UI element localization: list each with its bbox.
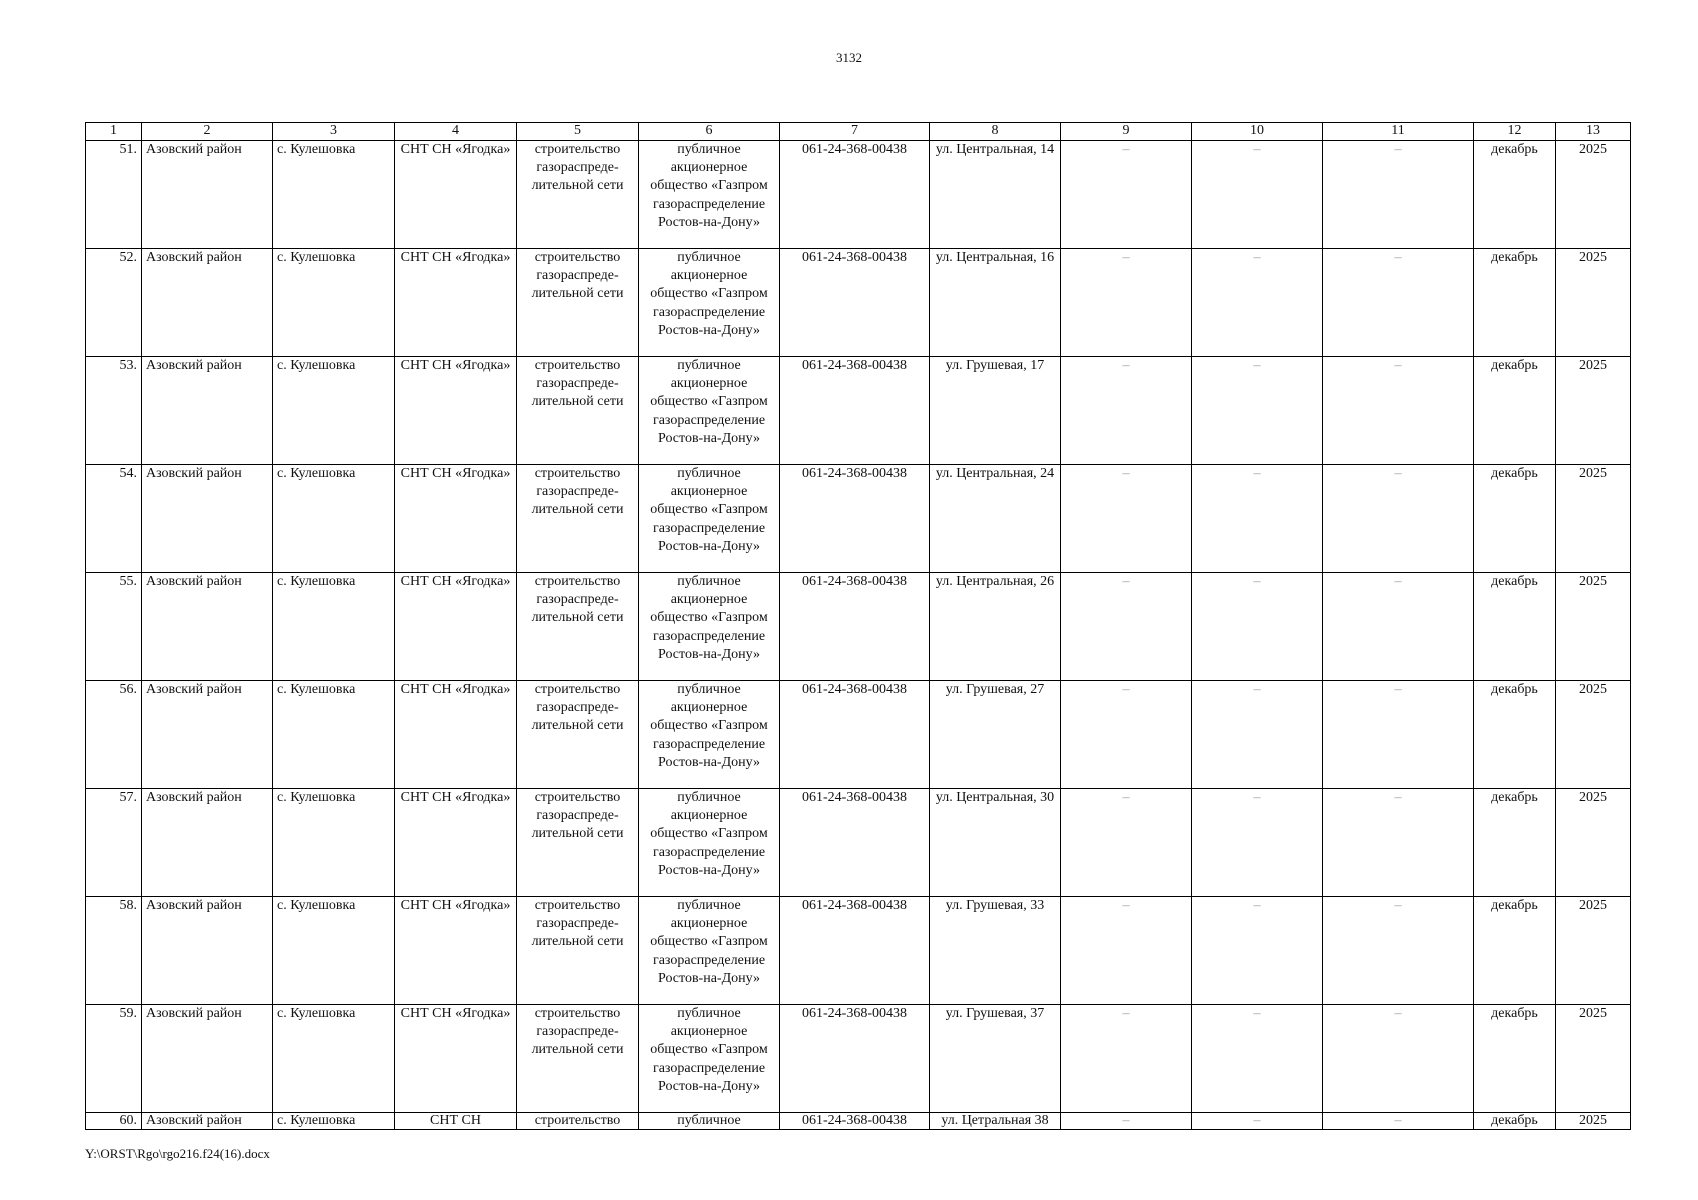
cell-year: 2025 [1556,897,1631,1005]
cell-address: ул. Цетральная 38 [930,1113,1061,1130]
cell-settlement: с. Кулешовка [273,789,395,897]
cell-district: Азовский район [142,573,273,681]
column-header: 3 [273,123,395,141]
cell-organization: СНТ СН [395,1113,517,1130]
cell-work-type: строительство [517,1113,639,1130]
cell-work-type: строительство газораспреде-лительной сети [517,465,639,573]
cell-work-type: строительство газораспреде-лительной сети [517,681,639,789]
cell-month: декабрь [1474,681,1556,789]
cell-month: декабрь [1474,357,1556,465]
cell-work-type: строительство газораспреде-лительной сети [517,897,639,1005]
cell-organization: СНТ СН «Ягодка» [395,681,517,789]
cell-address: ул. Центральная, 24 [930,465,1061,573]
table-row [86,789,1631,897]
cell-number: 51. [86,141,142,249]
cell-col-10: – [1192,357,1323,465]
cell-address: ул. Центральная, 14 [930,141,1061,249]
cell-number: 52. [86,249,142,357]
cell-organization: СНТ СН «Ягодка» [395,249,517,357]
cell-number: 59. [86,1005,142,1113]
cell-company: публичное акционерное общество «Газпром газораспределение Ростов-на-Дону» [639,141,780,249]
cell-settlement: с. Кулешовка [273,141,395,249]
cell-company: публичное акционерное общество «Газпром газораспределение Ростов-на-Дону» [639,1005,780,1113]
cell-settlement: с. Кулешовка [273,249,395,357]
cell-work-type: строительство газораспреде-лительной сети [517,573,639,681]
cell-year: 2025 [1556,465,1631,573]
cell-number: 56. [86,681,142,789]
cell-company: публичное [639,1113,780,1130]
cell-number: 57. [86,789,142,897]
table-row [86,357,1631,465]
cell-col-10: – [1192,249,1323,357]
cell-code: 061-24-368-00438 [780,1005,930,1113]
cell-company: публичное акционерное общество «Газпром газораспределение Ростов-на-Дону» [639,465,780,573]
cell-year: 2025 [1556,573,1631,681]
cell-district: Азовский район [142,681,273,789]
page-number: 3132 [836,50,862,65]
table-row [86,897,1631,1005]
cell-settlement: с. Кулешовка [273,357,395,465]
cell-company: публичное акционерное общество «Газпром газораспределение Ростов-на-Дону» [639,573,780,681]
cell-col-10: – [1192,789,1323,897]
cell-col-9: – [1061,789,1192,897]
cell-work-type: строительство газораспреде-лительной сети [517,249,639,357]
cell-settlement: с. Кулешовка [273,573,395,681]
cell-organization: СНТ СН «Ягодка» [395,1005,517,1113]
cell-col-10: – [1192,1113,1323,1130]
cell-code: 061-24-368-00438 [780,573,930,681]
cell-month: декабрь [1474,789,1556,897]
column-header: 11 [1323,123,1474,141]
cell-organization: СНТ СН «Ягодка» [395,573,517,681]
cell-col-10: – [1192,897,1323,1005]
cell-year: 2025 [1556,141,1631,249]
cell-code: 061-24-368-00438 [780,789,930,897]
cell-year: 2025 [1556,249,1631,357]
cell-month: декабрь [1474,249,1556,357]
cell-district: Азовский район [142,1113,273,1130]
cell-col-11: – [1323,249,1474,357]
document-file-path: Y:\ORST\Rgo\rgo216.f24(16).docx [85,1146,270,1161]
column-header: 6 [639,123,780,141]
cell-settlement: с. Кулешовка [273,1113,395,1130]
cell-month: декабрь [1474,141,1556,249]
cell-organization: СНТ СН «Ягодка» [395,357,517,465]
cell-col-9: – [1061,573,1192,681]
cell-year: 2025 [1556,357,1631,465]
column-header: 8 [930,123,1061,141]
cell-col-9: – [1061,1005,1192,1113]
cell-code: 061-24-368-00438 [780,141,930,249]
table-row [86,1113,1631,1130]
cell-company: публичное акционерное общество «Газпром газораспределение Ростов-на-Дону» [639,681,780,789]
cell-district: Азовский район [142,789,273,897]
table-body [86,141,1631,1130]
table-row [86,141,1631,249]
cell-work-type: строительство газораспреде-лительной сети [517,789,639,897]
cell-month: декабрь [1474,897,1556,1005]
cell-settlement: с. Кулешовка [273,897,395,1005]
cell-col-10: – [1192,681,1323,789]
column-header: 12 [1474,123,1556,141]
cell-address: ул. Грушевая, 27 [930,681,1061,789]
cell-number: 53. [86,357,142,465]
column-header: 1 [86,123,142,141]
cell-address: ул. Центральная, 30 [930,789,1061,897]
cell-col-9: – [1061,141,1192,249]
cell-col-11: – [1323,1113,1474,1130]
cell-col-9: – [1061,897,1192,1005]
cell-col-9: – [1061,1113,1192,1130]
cell-col-11: – [1323,789,1474,897]
cell-col-11: – [1323,681,1474,789]
cell-col-11: – [1323,141,1474,249]
table-row [86,573,1631,681]
cell-number: 54. [86,465,142,573]
cell-district: Азовский район [142,249,273,357]
cell-col-11: – [1323,897,1474,1005]
cell-code: 061-24-368-00438 [780,465,930,573]
cell-number: 55. [86,573,142,681]
cell-code: 061-24-368-00438 [780,681,930,789]
cell-address: ул. Центральная, 26 [930,573,1061,681]
cell-col-11: – [1323,573,1474,681]
cell-work-type: строительство газораспреде-лительной сети [517,141,639,249]
cell-organization: СНТ СН «Ягодка» [395,789,517,897]
column-header: 10 [1192,123,1323,141]
table-row [86,465,1631,573]
table-row [86,1005,1631,1113]
cell-district: Азовский район [142,1005,273,1113]
cell-col-11: – [1323,357,1474,465]
cell-month: декабрь [1474,573,1556,681]
cell-col-9: – [1061,681,1192,789]
column-header: 4 [395,123,517,141]
cell-col-11: – [1323,465,1474,573]
cell-district: Азовский район [142,357,273,465]
cell-col-10: – [1192,573,1323,681]
cell-address: ул. Грушевая, 37 [930,1005,1061,1113]
cell-settlement: с. Кулешовка [273,1005,395,1113]
cell-district: Азовский район [142,465,273,573]
cell-month: декабрь [1474,1113,1556,1130]
cell-settlement: с. Кулешовка [273,465,395,573]
cell-district: Азовский район [142,897,273,1005]
cell-number: 60. [86,1113,142,1130]
table-row [86,249,1631,357]
cell-month: декабрь [1474,465,1556,573]
cell-col-11: – [1323,1005,1474,1113]
cell-col-9: – [1061,465,1192,573]
column-header: 2 [142,123,273,141]
cell-number: 58. [86,897,142,1005]
cell-address: ул. Грушевая, 33 [930,897,1061,1005]
cell-work-type: строительство газораспреде-лительной сети [517,1005,639,1113]
cell-address: ул. Грушевая, 17 [930,357,1061,465]
cell-month: декабрь [1474,1005,1556,1113]
column-header: 5 [517,123,639,141]
cell-organization: СНТ СН «Ягодка» [395,465,517,573]
cell-company: публичное акционерное общество «Газпром газораспределение Ростов-на-Дону» [639,897,780,1005]
cell-address: ул. Центральная, 16 [930,249,1061,357]
cell-company: публичное акционерное общество «Газпром газораспределение Ростов-на-Дону» [639,357,780,465]
column-header: 13 [1556,123,1631,141]
cell-year: 2025 [1556,681,1631,789]
cell-code: 061-24-368-00438 [780,897,930,1005]
column-header: 9 [1061,123,1192,141]
cell-company: публичное акционерное общество «Газпром газораспределение Ростов-на-Дону» [639,249,780,357]
cell-organization: СНТ СН «Ягодка» [395,141,517,249]
header-row [86,123,1631,141]
cell-col-9: – [1061,249,1192,357]
cell-district: Азовский район [142,141,273,249]
column-header: 7 [780,123,930,141]
cell-code: 061-24-368-00438 [780,1113,930,1130]
cell-settlement: с. Кулешовка [273,681,395,789]
cell-year: 2025 [1556,1113,1631,1130]
table-row [86,681,1631,789]
cell-work-type: строительство газораспреде-лительной сети [517,357,639,465]
cell-col-10: – [1192,1005,1323,1113]
cell-organization: СНТ СН «Ягодка» [395,897,517,1005]
cell-col-9: – [1061,357,1192,465]
cell-col-10: – [1192,465,1323,573]
cell-col-10: – [1192,141,1323,249]
cell-code: 061-24-368-00438 [780,249,930,357]
registry-table [85,122,1631,1130]
cell-company: публичное акционерное общество «Газпром газораспределение Ростов-на-Дону» [639,789,780,897]
cell-code: 061-24-368-00438 [780,357,930,465]
cell-year: 2025 [1556,789,1631,897]
cell-year: 2025 [1556,1005,1631,1113]
